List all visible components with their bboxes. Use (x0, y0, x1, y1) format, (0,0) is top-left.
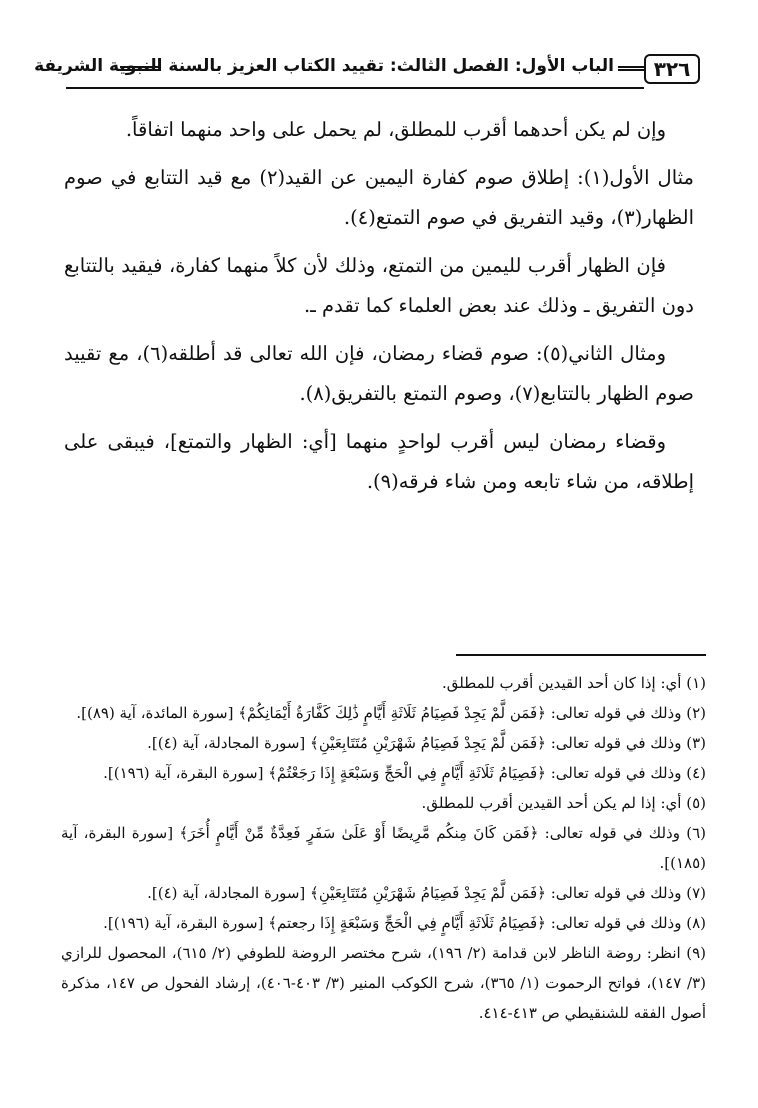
body-paragraph: مثال الأول(١): إطلاق صوم كفارة اليمين عن القيد(٢) مع قيد التتابع في صوم الظهار(٣)، وقيد التفريق في صوم التمتع(٤). (64, 166, 694, 229)
page-header (34, 54, 700, 88)
footnote: (٣) وذلك في قوله تعالى: ﴿فَمَن لَّمْ يَجِدْ فَصِيَامُ شَهْرَيْنِ مُتَتَابِعَيْنِ﴾ [سورة المجادلة، آية (٤)]. (147, 734, 706, 752)
page-number: ٣٢٦ (644, 54, 700, 84)
footnote: (٧) وذلك في قوله تعالى: ﴿فَمَن لَّمْ يَجِدْ فَصِيَامُ شَهْرَيْنِ مُتَتَابِعَيْنِ﴾ [سورة المجادلة، آية (٤)]. (147, 884, 706, 902)
footnote: (٦) وذلك في قوله تعالى: ﴿فَمَن كَانَ مِنكُم مَّرِيضًا أَوْ عَلَىٰ سَفَرٍ فَعِدَّةٌ مِّنْ أَيَّامٍ أُخَرَ﴾ [سورة البقرة، آية (١٨٥)]. (61, 824, 706, 872)
body-paragraph: ومثال الثاني(٥): صوم قضاء رمضان، فإن الله تعالى قد أطلقه(٦)، مع تقييد صوم الظهار بالتتابع(٧)، وصوم التمتع بالتفريق(٨). (64, 342, 694, 405)
header-divider (66, 87, 644, 89)
header-ornament-rule (618, 66, 644, 71)
header-ornament-rule-end (120, 66, 160, 71)
footnote: (٩) انظر: روضة الناظر لابن قدامة (٢/ ١٩٦)، شرح مختصر الروضة للطوفي (٢/ ٦١٥)، المحصول للرازي (٣/ ١٤٧)، فواتح الرحموت (١/ ٣٦٥)، شرح الكوكب المنير (٣/ ٤٠٣-٤٠٦)، إرشاد الفحول ص ١٤٧، مذكرة أصول الفقه للشنقيطي ص ٤١٣-٤١٤. (61, 944, 706, 1022)
footnote-separator (456, 654, 706, 656)
footnote: (٥) أي: إذا لم يكن أحد القيدين أقرب للمطلق. (421, 794, 706, 812)
footnotes (61, 668, 706, 1028)
footnote: (١) أي: إذا كان أحد القيدين أقرب للمطلق. (442, 674, 706, 692)
body-paragraph: وإن لم يكن أحدهما أقرب للمطلق، لم يحمل على واحد منهما اتفاقاً. (125, 118, 666, 141)
body-paragraph: فإن الظهار أقرب لليمين من التمتع، وذلك لأن كلاً منهما كفارة، فيقيد بالتتابع دون التفريق ـ وذلك عند بعض العلماء كما تقدم ـ. (64, 254, 694, 317)
footnote: (٤) وذلك في قوله تعالى: ﴿فَصِيَامُ ثَلَاثَةِ أَيَّامٍ فِي الْحَجِّ وَسَبْعَةٍ إِذَا رَجَعْتُمْ﴾ [سورة البقرة، آية (١٩٦)]. (103, 764, 706, 782)
running-title: الباب الأول: الفصل الثالث: تقييد الكتاب العزيز بالسنة النبوية الشريفة (34, 56, 614, 76)
body-paragraph: وقضاء رمضان ليس أقرب لواحدٍ منهما [أي: الظهار والتمتع]، فيبقى على إطلاقه، من شاء تابعه ومن شاء فرقه(٩). (64, 430, 694, 493)
main-text (64, 110, 694, 510)
footnote: (٢) وذلك في قوله تعالى: ﴿فَمَن لَّمْ يَجِدْ فَصِيَامُ ثَلَاثَةِ أَيَّامٍ ذَٰلِكَ كَفَّارَةُ أَيْمَانِكُمْ﴾ [سورة المائدة، آية (٨٩)]. (76, 704, 706, 722)
footnote: (٨) وذلك في قوله تعالى: ﴿فَصِيَامُ ثَلَاثَةِ أَيَّامٍ فِي الْحَجِّ وَسَبْعَةٍ إِذَا رجعتم﴾ [سورة البقرة، آية (١٩٦)]. (103, 914, 706, 932)
